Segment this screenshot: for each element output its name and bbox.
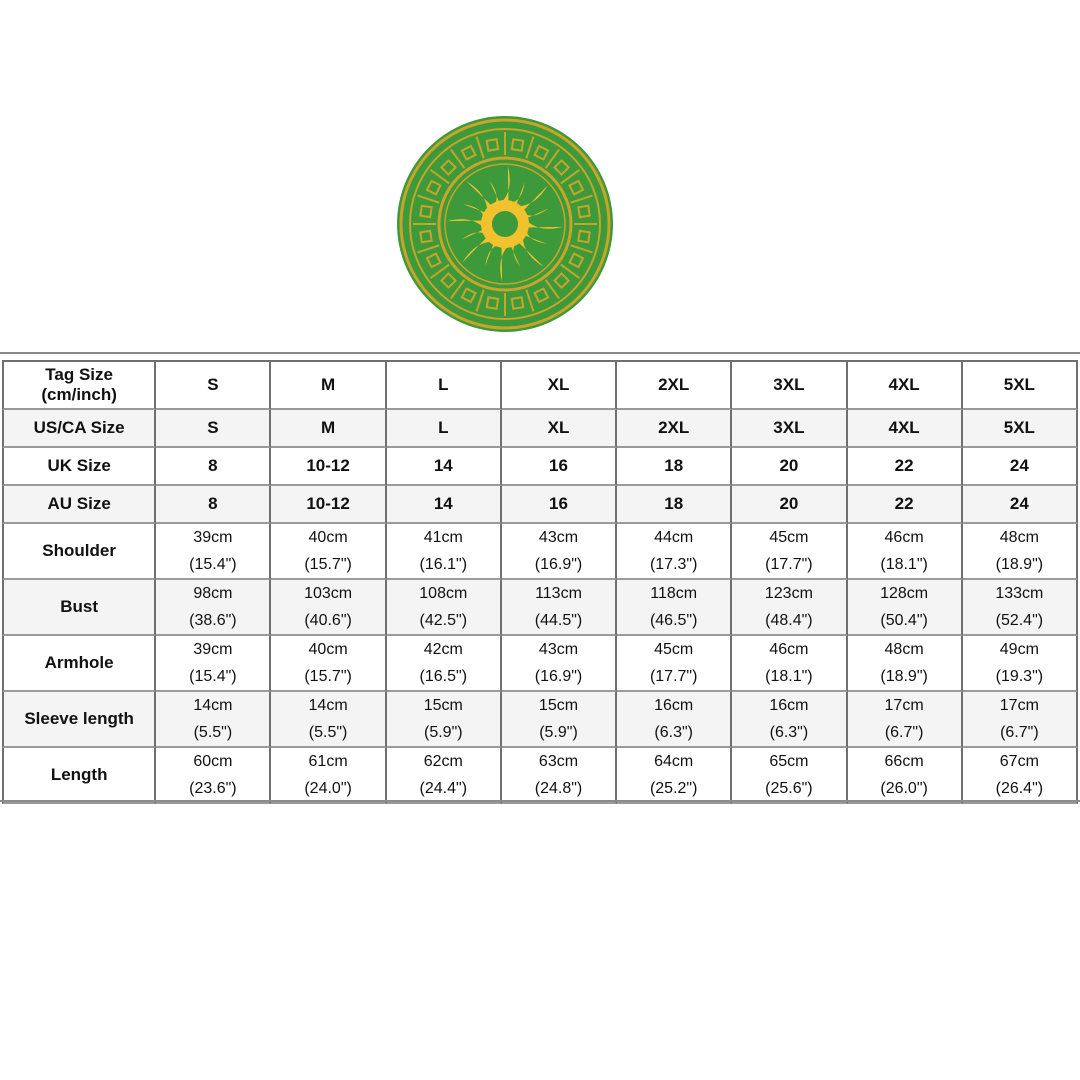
measurement-cm: 123cm <box>764 585 813 602</box>
measurement-cm: 62cm <box>423 753 463 770</box>
measurement-inch: (18.9") <box>880 668 928 685</box>
size-value-cell: S <box>156 410 271 448</box>
measurement-label-cell: Armhole <box>2 636 156 692</box>
measurement-inch: (15.7") <box>304 668 352 685</box>
size-value-cell: 2XL <box>617 410 732 448</box>
measurement-cell <box>963 692 1078 748</box>
size-value-cell: 10-12 <box>271 486 386 524</box>
measurement-cm: 16cm <box>769 697 809 714</box>
measurement-inch: (5.5") <box>193 724 233 741</box>
header-size-cell: 5XL <box>963 360 1078 410</box>
measurement-inch: (17.7") <box>649 668 698 685</box>
size-value-cell: 14 <box>387 486 502 524</box>
measurement-cm: 14cm <box>193 697 233 714</box>
measurement-cell <box>156 748 271 804</box>
size-value-cell: XL <box>502 410 617 448</box>
measurement-inch: (16.5") <box>419 668 468 685</box>
table-row <box>2 580 1078 636</box>
measurement-cm: 16cm <box>654 697 694 714</box>
measurement-cm: 45cm <box>654 641 694 658</box>
measurement-cm: 60cm <box>193 753 233 770</box>
measurement-cell <box>963 524 1078 580</box>
measurement-cell <box>963 580 1078 636</box>
table-row <box>2 692 1078 748</box>
measurement-cm: 42cm <box>423 641 463 658</box>
measurement-cm: 63cm <box>538 753 579 770</box>
size-value-cell: 5XL <box>963 410 1078 448</box>
header-label-line1: Tag Size <box>45 365 113 384</box>
measurement-inch: (24.4") <box>419 780 468 797</box>
measurement-label-cell: Shoulder <box>2 524 156 580</box>
size-value-cell: 24 <box>963 448 1078 486</box>
measurement-cell <box>156 580 271 636</box>
table-row <box>2 410 1078 448</box>
measurement-cell <box>617 748 732 804</box>
measurement-cell <box>732 524 847 580</box>
measurement-inch: (46.5") <box>649 612 698 629</box>
measurement-cell <box>617 580 732 636</box>
size-value-cell: L <box>387 410 502 448</box>
table-row <box>2 636 1078 692</box>
measurement-cell <box>502 692 617 748</box>
size-value-cell: 8 <box>156 448 271 486</box>
measurement-label-cell: Bust <box>2 580 156 636</box>
table-row <box>2 486 1078 524</box>
size-value-cell: 20 <box>732 486 847 524</box>
measurement-cell <box>502 636 617 692</box>
measurement-cell <box>502 580 617 636</box>
measurement-cell <box>387 692 502 748</box>
measurement-inch: (17.3") <box>649 556 698 573</box>
measurement-label-cell: Length <box>2 748 156 804</box>
measurement-inch: (17.7") <box>765 556 813 573</box>
measurement-inch: (48.4") <box>765 612 813 629</box>
measurement-cell <box>848 748 963 804</box>
row-label-cell: AU Size <box>2 486 156 524</box>
measurement-cell <box>271 636 386 692</box>
measurement-inch: (5.9") <box>424 724 463 741</box>
measurement-cell <box>387 636 502 692</box>
measurement-cm: 39cm <box>193 529 233 546</box>
measurement-inch: (24.0") <box>304 780 352 797</box>
measurement-inch: (25.6") <box>765 780 813 797</box>
measurement-cell <box>271 580 386 636</box>
header-label-cell <box>2 360 156 410</box>
table-row <box>2 524 1078 580</box>
measurement-inch: (15.4") <box>189 556 237 573</box>
header-size-cell: XL <box>502 360 617 410</box>
measurement-cell <box>963 748 1078 804</box>
table-top-rule <box>0 352 1080 354</box>
header-label-line2: (cm/inch) <box>41 385 117 404</box>
measurement-cm: 66cm <box>884 753 924 770</box>
measurement-cm: 45cm <box>769 529 809 546</box>
measurement-cm: 98cm <box>193 585 233 602</box>
measurement-cm: 43cm <box>538 529 579 546</box>
measurement-inch: (23.6") <box>189 780 237 797</box>
measurement-inch: (16.9") <box>534 668 583 685</box>
measurement-cm: 15cm <box>423 697 463 714</box>
measurement-cell <box>156 636 271 692</box>
measurement-cell <box>387 580 502 636</box>
measurement-cell <box>156 524 271 580</box>
measurement-inch: (42.5") <box>419 612 468 629</box>
measurement-cell <box>502 524 617 580</box>
size-value-cell: 18 <box>617 448 732 486</box>
measurement-cell <box>271 692 386 748</box>
measurement-inch: (52.4") <box>995 612 1044 629</box>
measurement-cell <box>732 580 847 636</box>
measurement-cell <box>617 636 732 692</box>
size-value-cell: 22 <box>848 486 963 524</box>
measurement-cm: 65cm <box>769 753 809 770</box>
measurement-cell <box>732 692 847 748</box>
measurement-inch: (38.6") <box>189 612 237 629</box>
table-row <box>2 748 1078 804</box>
measurement-cm: 103cm <box>304 585 353 602</box>
measurement-inch: (44.5") <box>534 612 583 629</box>
measurement-cell <box>617 692 732 748</box>
measurement-cm: 118cm <box>650 585 698 602</box>
measurement-cm: 15cm <box>538 697 579 714</box>
measurement-cell <box>732 748 847 804</box>
measurement-inch: (25.2") <box>649 780 698 797</box>
measurement-cm: 61cm <box>308 753 348 770</box>
measurement-inch: (16.9") <box>534 556 583 573</box>
header-size-cell: 3XL <box>732 360 847 410</box>
measurement-cell <box>617 524 732 580</box>
measurement-cm: 46cm <box>769 641 809 658</box>
table-header-row <box>2 360 1078 410</box>
header-size-cell: L <box>387 360 502 410</box>
measurement-cell <box>387 524 502 580</box>
measurement-cm: 67cm <box>999 753 1039 770</box>
measurement-cm: 41cm <box>423 529 463 546</box>
measurement-inch: (40.6") <box>304 612 352 629</box>
measurement-cm: 48cm <box>999 529 1039 546</box>
header-size-cell: 2XL <box>617 360 732 410</box>
row-label-cell: UK Size <box>2 448 156 486</box>
measurement-cm: 133cm <box>995 585 1044 602</box>
measurement-inch: (18.1") <box>880 556 928 573</box>
measurement-cm: 17cm <box>884 697 924 714</box>
measurement-inch: (15.4") <box>189 668 237 685</box>
measurement-inch: (50.4") <box>880 612 928 629</box>
measurement-inch: (26.4") <box>995 780 1044 797</box>
measurement-inch: (19.3") <box>995 668 1044 685</box>
measurement-cell <box>848 524 963 580</box>
measurement-cm: 39cm <box>193 641 233 658</box>
size-value-cell: 18 <box>617 486 732 524</box>
measurement-inch: (6.7") <box>1000 724 1039 741</box>
measurement-cell <box>848 580 963 636</box>
measurement-inch: (6.3") <box>654 724 693 741</box>
measurement-inch: (6.7") <box>884 724 924 741</box>
size-value-cell: 4XL <box>848 410 963 448</box>
measurement-cell <box>502 748 617 804</box>
measurement-cell <box>271 748 386 804</box>
row-label-cell: US/CA Size <box>2 410 156 448</box>
measurement-cell <box>387 748 502 804</box>
measurement-cell <box>848 692 963 748</box>
size-value-cell: 3XL <box>732 410 847 448</box>
measurement-inch: (16.1") <box>419 556 468 573</box>
sun-emblem-icon <box>396 115 614 333</box>
measurement-inch: (5.9") <box>539 724 578 741</box>
measurement-cm: 40cm <box>308 641 348 658</box>
measurement-cm: 40cm <box>308 529 348 546</box>
table-bottom-rule <box>0 800 1080 802</box>
measurement-inch: (18.9") <box>995 556 1044 573</box>
measurement-cell <box>271 524 386 580</box>
header-size-cell: M <box>271 360 386 410</box>
measurement-inch: (26.0") <box>880 780 928 797</box>
measurement-cm: 64cm <box>654 753 694 770</box>
measurement-cm: 14cm <box>308 697 348 714</box>
measurement-cell <box>963 636 1078 692</box>
size-value-cell: 16 <box>502 486 617 524</box>
size-value-cell: M <box>271 410 386 448</box>
measurement-inch: (5.5") <box>308 724 348 741</box>
header-size-cell: 4XL <box>848 360 963 410</box>
measurement-cm: 128cm <box>880 585 929 602</box>
measurement-inch: (15.7") <box>304 556 352 573</box>
size-value-cell: 20 <box>732 448 847 486</box>
size-value-cell: 10-12 <box>271 448 386 486</box>
measurement-cm: 113cm <box>535 585 582 602</box>
measurement-cm: 43cm <box>538 641 579 658</box>
measurement-cell <box>732 636 847 692</box>
table-row <box>2 448 1078 486</box>
measurement-cell <box>156 692 271 748</box>
size-value-cell: 16 <box>502 448 617 486</box>
measurement-inch: (24.8") <box>534 780 583 797</box>
measurement-cm: 44cm <box>654 529 694 546</box>
measurement-cm: 108cm <box>419 585 468 602</box>
size-chart-table <box>2 360 1078 804</box>
size-value-cell: 22 <box>848 448 963 486</box>
measurement-cm: 49cm <box>999 641 1039 658</box>
measurement-inch: (18.1") <box>765 668 813 685</box>
size-value-cell: 24 <box>963 486 1078 524</box>
measurement-label-cell: Sleeve length <box>2 692 156 748</box>
measurement-cell <box>848 636 963 692</box>
size-value-cell: 14 <box>387 448 502 486</box>
header-size-cell: S <box>156 360 271 410</box>
measurement-cm: 17cm <box>999 697 1039 714</box>
measurement-cm: 46cm <box>884 529 924 546</box>
measurement-inch: (6.3") <box>769 724 809 741</box>
size-value-cell: 8 <box>156 486 271 524</box>
measurement-cm: 48cm <box>884 641 924 658</box>
